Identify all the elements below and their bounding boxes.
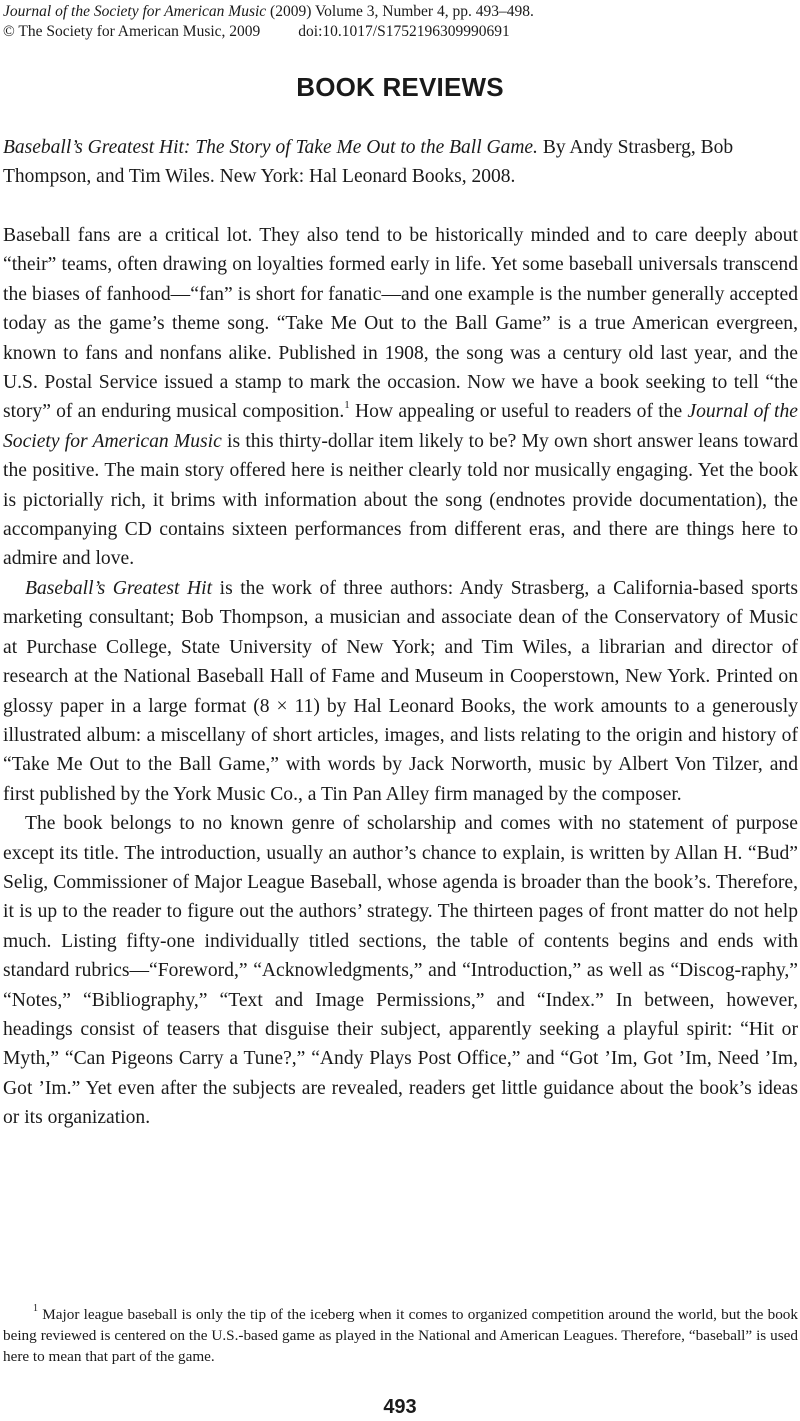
section-title: BOOK REVIEWS [296,72,504,102]
paragraph-3-text: The book belongs to no known genre of scholarship and comes with no statement of purpose except its title. The introduction, usually an author’s chance to explain, is written by Allan H. “Bud” Selig, Commissioner of Major League Baseball, whose agenda is broader than the book’s. Therefore, it is up to the reader to figure out the authors’ strategy. The thirteen pages of front matter do not help much. Listing fifty-one individually titled sections, the table of contents begins and ends with standard rubrics—“Foreword,” “Acknowledgments,” and “Introduction,” as well as “Discog-raphy,” “Notes,” “Bibliography,” “Text and Image Permissions,” and “Index.” In between, however, headings consist of teasers that disguise their subject, apparently seeking a playful spirit: “Hit or Myth,” “Can Pigeons Carry a Tune?,” “Andy Plays Post Office,” and “Got ’Im, Got ’Im, Need ’Im, Got ’Im.” Yet even after the subjects are revealed, readers get little guidance about the book’s ideas or its organization. [3,813,798,1129]
paragraph-1-text-c: is this thirty-dollar item likely to be? My own short answer leans toward the positive. The main story offered here is neither clearly told nor musically engaging. Yet the book is pictorially rich, it brims with information about the song (endnotes provide documentation), the accompanying CD contains sixteen performances from different eras, and there are things here to admire and love. [3,430,799,570]
footnote-ref: 1 [344,398,350,411]
citation-details: By Andy Strasberg, Bob Thompson, and Tim Wiles. New York: Hal Leonard Books, 2008. [3,137,734,187]
paragraph-1 [3,221,798,574]
paragraph-2 [3,574,798,809]
book-title-ref: Baseball’s Greatest Hit [25,577,213,599]
journal-name: Journal of the Society for American Music [3,3,267,20]
paragraph-1-text-a: Baseball fans are a critical lot. They also tend to be historically minded and to care deeply about “their” teams, often drawing on loyalties formed early in life. Yet some baseball universals transcend the biases of fanhood—“fan” is short for fanatic—and one example is the number generally accepted today as the game’s theme song. “Take Me Out to the Ball Game” is a true American evergreen, known to fans and nonfans alike. Published in 1908, the song was a century old last year, and the U.S. Postal Service issued a stamp to mark the occasion. Now we have a book seeking to tell “the story” of an enduring musical composition. [3,225,798,423]
paragraph-3 [3,809,798,1132]
book-citation [3,134,798,191]
footnote-number: 1 [33,1302,38,1314]
page-number: 493 [383,1396,417,1418]
journal-line [3,2,534,22]
journal-details: (2009) Volume 3, Number 4, pp. 493–498. [266,3,534,20]
copyright-line [3,22,534,42]
footnote-text: Major league baseball is only the tip of the iceberg when it comes to organized competition around the world, but the book being reviewed is centered on the U.S.-based game as played in the National and American Leagues. Therefore, “baseball” is used here to mean that part of the game. [3,1306,798,1365]
journal-title-ref: Journal of the Society for American Music [3,401,798,452]
copyright: © The Society for American Music, 2009 [3,23,261,40]
review-body [3,221,798,1133]
doi: doi:10.1017/S1752196309990691 [298,23,510,40]
book-title: Baseball’s Greatest Hit: The Story of Take Me Out to the Ball Game. [3,137,538,158]
paragraph-2-text: is the work of three authors: Andy Strasberg, a California-based sports marketing consultant; Bob Thompson, a musician and associate dean of the Conservatory of Music at Purchase College, State University of New York; and Tim Wiles, a librarian and director of research at the National Baseball Hall of Fame and Museum in Cooperstown, New York. Printed on glossy paper in a large format (8 × 11) by Hal Leonard Books, the work amounts to a generously illustrated album: a miscellany of short articles, images, and lists relating to the origin and history of “Take Me Out to the Ball Game,” with words by Jack Norworth, music by Albert Von Tilzer, and first published by the York Music Co., a Tin Pan Alley firm managed by the composer. [3,577,799,805]
footnote [3,1304,798,1367]
paragraph-1-text-b: How appealing or useful to readers of the [349,401,688,423]
running-header [3,2,534,42]
